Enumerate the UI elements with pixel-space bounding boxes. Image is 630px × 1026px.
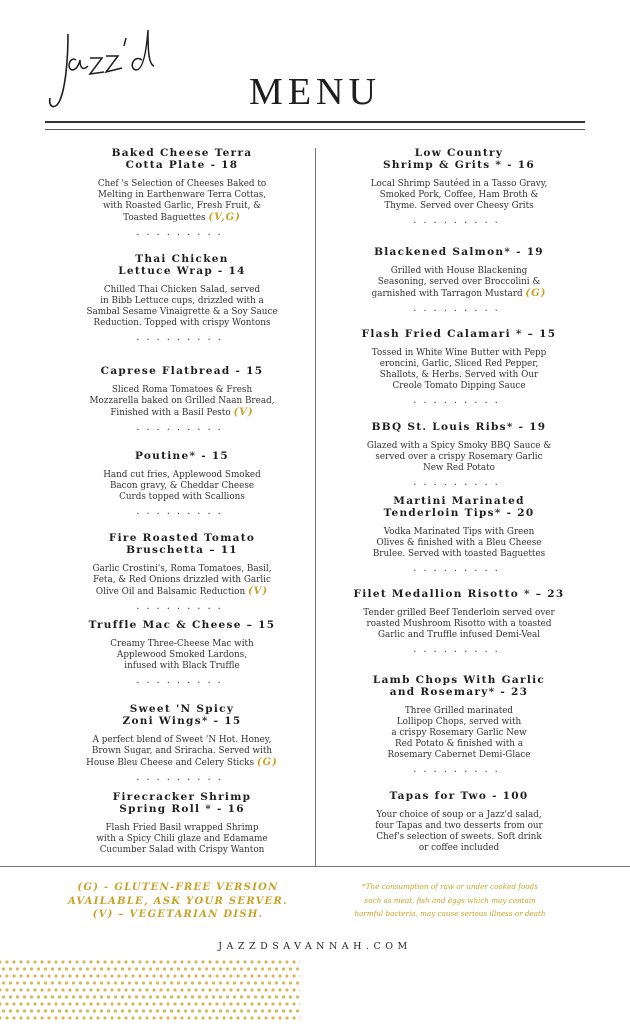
dietary-tag: (V,G) — [208, 212, 241, 223]
menu-item-name: Fire Roasted Tomato Bruschetta – 11 — [108, 532, 256, 556]
menu-item-description-text: Garlic Crostini's, Roma Tomatoes, Basil, Feta, & Red Onions drizzled with Garlic Olive Oil and Balsamic Reduction — [92, 564, 272, 597]
dotted-separator: ......... — [413, 395, 505, 406]
menu-item — [339, 421, 579, 490]
menu-item-description-text: Glazed with a Spicy Smoky BBQ Sauce & served over a crispy Rosemary Garlic New Red Potato — [366, 441, 552, 473]
dotted-separator: ......... — [413, 644, 505, 655]
menu-item-description — [339, 348, 579, 392]
menu-title: MENU — [249, 71, 381, 113]
food-safety-disclaimer: *The consumption of raw or under cooked foods such as meat, fish and eggs which may contain harmful bacteria, may cause serious illness or death — [354, 882, 546, 918]
menu-item — [339, 674, 579, 777]
menu-item-description — [339, 810, 579, 854]
menu-item-name: Thai Chicken Lettuce Wrap - 14 — [118, 253, 246, 277]
menu-item-description-text: Chef 's Selection of Cheeses Baked to Melting in Earthenware Terra Cottas, with Roasted Garlic, Fresh Fruit, & Toasted Baguettes — [97, 179, 267, 223]
menu-item-description-text: Tender grilled Beef Tenderloin served over roasted Mushroom Risotto with a toasted Garlic and Truffle infused Demi-Veal — [363, 608, 555, 640]
menu-item — [339, 328, 579, 408]
menu-item-description — [62, 285, 302, 329]
menu-item-name: Firecracker Shrimp Spring Roll * - 16 — [112, 791, 252, 815]
dotted-separator: ......... — [413, 303, 505, 314]
menu-item-description — [339, 179, 579, 212]
menu-item — [339, 790, 579, 854]
menu-item-description-text: Flash Fried Basil wrapped Shrimp with a Spicy Chili glaze and Edamame Cucumber Salad with Crispy Wanton — [96, 823, 268, 855]
menu-item-description — [62, 470, 302, 503]
menu-item-description-text: Three Grilled marinated Lollipop Chops, served with a crispy Rosemary Garlic New Red Potato & finished with a Rosemary Cabernet Demi-Glace — [387, 706, 531, 760]
menu-item-description — [339, 706, 579, 761]
dotted-separator: ......... — [413, 764, 505, 775]
menu-item — [62, 791, 302, 856]
dietary-tag: (V) — [233, 407, 254, 418]
dotted-separator: ......... — [136, 772, 228, 783]
menu-item-description-text: Tossed in White Wine Butter with Pepp eroncini, Garlic, Sliced Red Pepper, Shallots, & Herbs. Served with Our Creole Tomato Dipping Sauce — [371, 348, 547, 391]
menu-item-description-text: Vodka Marinated Tips with Green Olives & finished with a Bleu Cheese Brulee. Served with toasted Baguettes — [372, 527, 546, 559]
dotted-separator: ......... — [136, 332, 228, 343]
header-rule-thin — [45, 129, 585, 130]
dietary-tag: (G) — [525, 288, 547, 299]
menu-item-name: Flash Fried Calamari * – 15 — [361, 328, 557, 340]
menu-item-description — [62, 735, 302, 769]
dotted-separator: ......... — [136, 422, 228, 433]
menu-item-description-text: Sliced Roma Tomatoes & Fresh Mozzarella baked on Grilled Naan Bread, Finished with a Basil Pesto — [89, 385, 275, 418]
menu-item — [62, 703, 302, 785]
menu-item-name: Truffle Mac & Cheese – 15 — [88, 619, 276, 631]
dot-pattern-border — [0, 958, 300, 1026]
menu-item-description — [339, 266, 579, 300]
menu-item — [62, 532, 302, 614]
menu-item-description-text: A perfect blend of Sweet 'N Hot. Honey, Brown Sugar, and Sriracha. Served with House Bleu Cheese and Celery Sticks — [86, 735, 273, 768]
dotted-separator: ......... — [136, 601, 228, 612]
menu-item-description — [62, 385, 302, 419]
menu-item-name: Filet Medallion Risotto * – 23 — [353, 588, 565, 600]
menu-item-name: Baked Cheese Terra Cotta Plate - 18 — [111, 147, 253, 171]
menu-item-description — [62, 564, 302, 598]
menu-item-name: BBQ St. Louis Ribs* - 19 — [371, 421, 547, 433]
menu-item-description-text: Hand cut fries, Applewood Smoked Bacon gravy, & Cheddar Cheese Curds topped with Scallions — [103, 470, 261, 502]
dietary-tag: (V) — [247, 586, 269, 597]
menu-item-name: Martini Marinated Tenderloin Tips* - 20 — [383, 495, 535, 519]
menu-item — [339, 495, 579, 576]
header-rule-thick — [45, 121, 585, 123]
menu-item-description — [62, 823, 302, 856]
menu-item-description-text: Your choice of soup or a Jazz'd salad, four Tapas and two desserts from our Chef's selection of sweets. Soft drink or coffee included — [375, 810, 543, 853]
menu-item-description — [62, 179, 302, 224]
dietary-tag: (G) — [256, 757, 278, 768]
menu-item-description — [62, 639, 302, 672]
website-link[interactable]: JAZZDSAVANNAH.COM — [218, 941, 412, 952]
menu-item-description-text: Local Shrimp Sautéed in a Tasso Gravy, Smoked Pork, Coffee, Ham Broth & Thyme. Served over Cheesy Grits — [370, 179, 548, 211]
dotted-separator: ......... — [413, 563, 505, 574]
menu-item — [339, 246, 579, 316]
footer-divider — [0, 866, 630, 867]
menu-item-name: Low Country Shrimp & Grits * - 16 — [383, 147, 535, 171]
menu-item-description-text: Creamy Three-Cheese Mac with Applewood Smoked Lardons, infused with Black Truffle — [110, 639, 254, 671]
menu-item-name: Lamb Chops With Garlic and Rosemary* - 23 — [372, 674, 546, 698]
menu-item-description — [339, 527, 579, 560]
menu-item — [62, 253, 302, 345]
menu-item-description — [339, 608, 579, 641]
menu-item — [62, 147, 302, 240]
menu-item-description — [339, 441, 579, 474]
dotted-separator: ......... — [136, 227, 228, 238]
dotted-separator: ......... — [413, 477, 505, 488]
dotted-separator: ......... — [413, 215, 505, 226]
menu-item-name: Caprese Flatbread - 15 — [100, 365, 264, 377]
menu-item — [62, 619, 302, 688]
menu-item-name: Tapas for Two - 100 — [389, 790, 529, 802]
dotted-separator: ......... — [136, 675, 228, 686]
column-divider — [315, 148, 316, 866]
dotted-separator: ......... — [136, 506, 228, 517]
menu-item — [62, 450, 302, 519]
menu-item-name: Sweet 'N Spicy Zoni Wings* - 15 — [122, 703, 242, 727]
menu-item-description-text: Grilled with House Blackening Seasoning, served over Broccolini & garnished with Tarragon Mustard — [371, 266, 541, 299]
menu-item — [339, 147, 579, 228]
menu-item-name: Blackened Salmon* - 19 — [374, 246, 544, 258]
menu-item-name: Poutine* - 15 — [134, 450, 230, 462]
menu-item — [339, 588, 579, 657]
menu-item-description-text: Chilled Thai Chicken Salad, served in Bibb Lettuce cups, drizzled with a Sambal Sesame Vinaigrette & a Soy Sauce Reduction. Topped with crispy Wontons — [86, 285, 278, 328]
dietary-legend: (G) - GLUTEN-FREE VERSION AVAILABLE, ASK YOUR SERVER. (V) – VEGETARIAN DISH. — [68, 882, 288, 920]
menu-item — [62, 365, 302, 435]
